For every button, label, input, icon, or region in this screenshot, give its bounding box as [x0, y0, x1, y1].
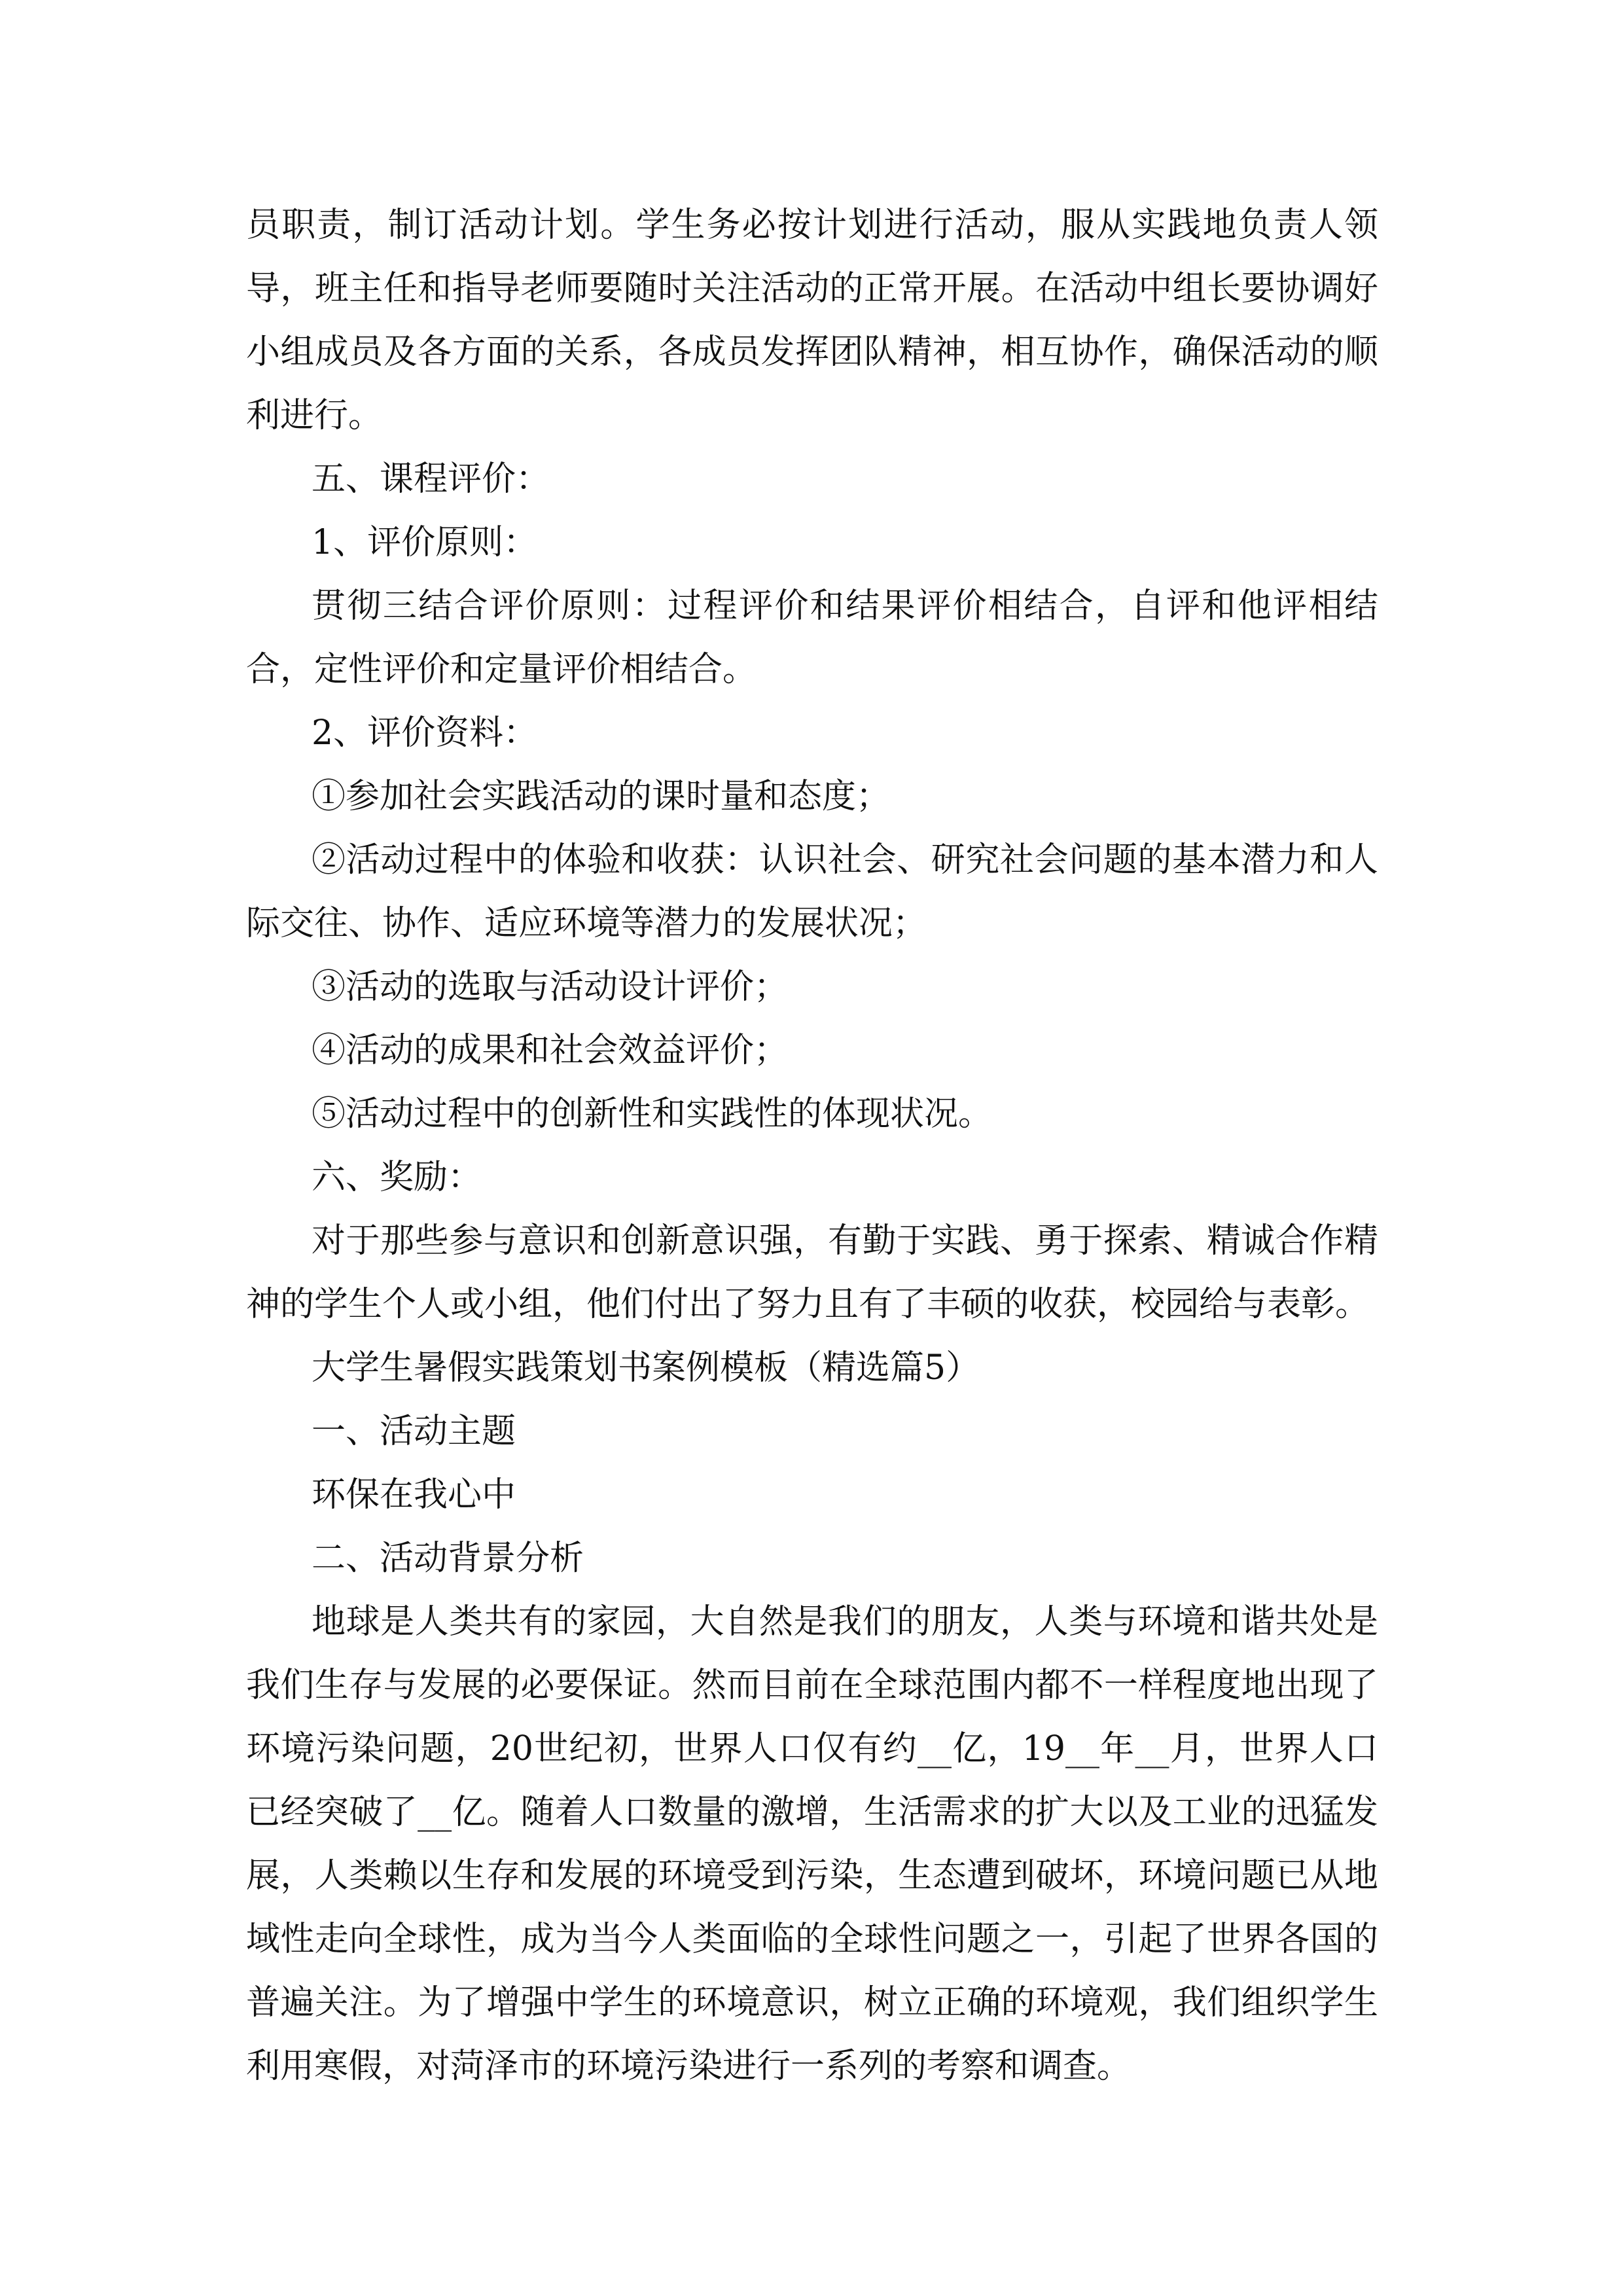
list-item-2: ②活动过程中的体验和收获：认识社会、研究社会问题的基本潜力和人际交往、协作、适应环境等潜力的发展状况；	[246, 840, 1378, 943]
heading-rewards: 六、奖励：	[312, 1158, 482, 1197]
section-title-template-5: 大学生暑假实践策划书案例模板（精选篇5）	[312, 1348, 980, 1388]
subheading-evaluation-principles: 1、评价原则：	[312, 523, 538, 562]
paragraph-evaluation-principles: 贯彻三结合评价原则：过程评价和结果评价相结合，自评和他评相结合，定性评价和定量评价相结合。	[246, 586, 1378, 689]
list-item-4: ④活动的成果和社会效益评价；	[312, 1031, 789, 1070]
list-item-1: ①参加社会实践活动的课时量和态度；	[312, 777, 891, 816]
list-item-3: ③活动的选取与活动设计评价；	[312, 967, 789, 1007]
paragraph-duties: 员职责，制订活动计划。学生务必按计划进行活动，服从实践地负责人领导，班主任和指导老师要随时关注活动的正常开展。在活动中组长要协调好小组成员及各方面的关系，各成员发挥团队精神，相互协作，确保活动的顺利进行。	[246, 206, 1378, 435]
paragraph-background-analysis: 地球是人类共有的家园，大自然是我们的朋友，人类与环境和谐共处是我们生存与发展的必要保证。然而目前在全球范围内都不一样程度地出现了环境污染问题，20世纪初，世界人口仅有约__亿，19__年__月，世界人口已经突破了__亿。随着人口数量的激增，生活需求的扩大以及工业的迅猛发展，人类赖以生存和发展的环境受到污染，生态遭到破坏，环境问题已从地域性走向全球性，成为当今人类面临的全球性问题之一，引起了世界各国的普遍关注。为了增强中学生的环境意识，树立正确的环境观，我们组织学生利用寒假，对菏泽市的环境污染进行一系列的考察和调查。	[246, 1602, 1378, 2086]
document-body	[246, 194, 1378, 2098]
paragraph-rewards: 对于那些参与意识和创新意识强，有勤于实践、勇于探索、精诚合作精神的学生个人或小组，他们付出了努力且有了丰硕的收获，校园给与表彰。	[246, 1221, 1378, 1324]
heading-background-analysis: 二、活动背景分析	[312, 1539, 584, 1578]
paragraph-activity-theme: 环保在我心中	[312, 1475, 516, 1515]
subheading-evaluation-materials: 2、评价资料：	[312, 713, 538, 753]
heading-course-evaluation: 五、课程评价：	[312, 459, 550, 499]
list-item-5: ⑤活动过程中的创新性和实践性的体现状况。	[312, 1094, 993, 1134]
heading-activity-theme: 一、活动主题	[312, 1412, 516, 1451]
